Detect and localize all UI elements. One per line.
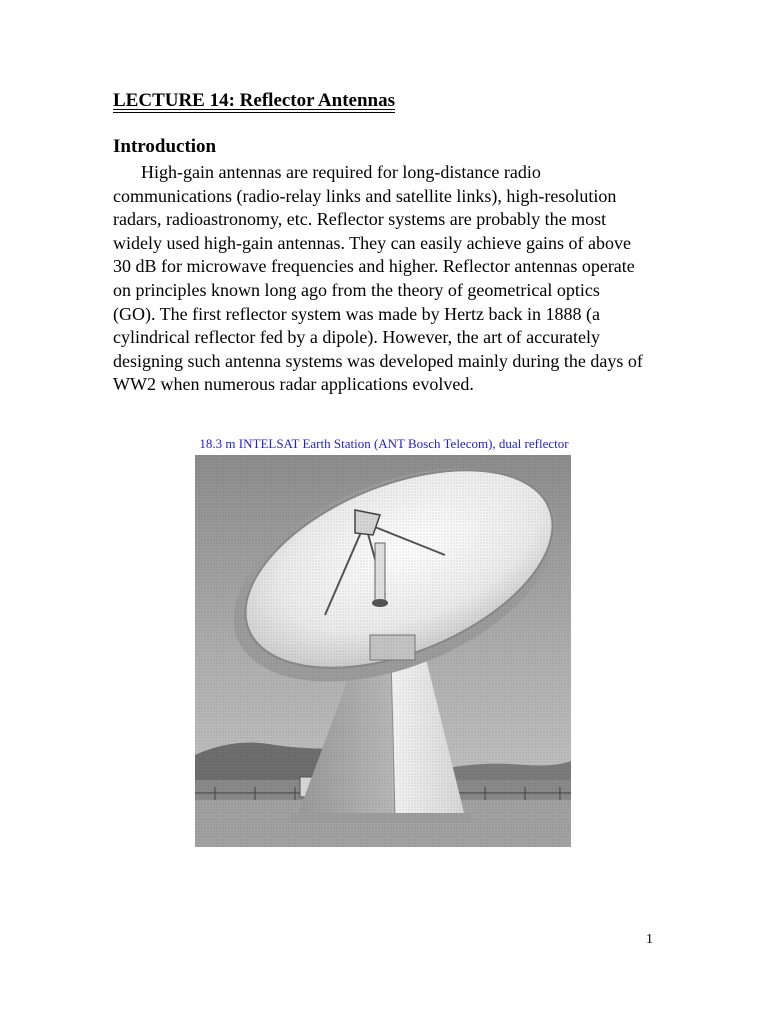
intro-paragraph: High-gain antennas are required for long-distance radio communications (radio-relay links and satellite links), high-resolution radars, radioastronomy, etc. Reflector systems are probably the most widely used high-gain antennas. They can easily achieve gains of above 30 dB for microwave frequencies and higher. Reflector antennas operate on principles known long ago from the theory of geometrical optics (GO). The first reflector system was made by Hertz back in 1888 (a cylindrical reflector fed by a dipole). However, the art of accurately designing such antenna systems was developed mainly during the days of WW2 when numerous radar applications evolved.	[113, 162, 643, 395]
figure-caption: 18.3 m INTELSAT Earth Station (ANT Bosch Telecom), dual reflector	[199, 436, 569, 451]
section-heading: Introduction	[113, 136, 217, 157]
page-number: 1	[646, 932, 653, 947]
lecture-title: LECTURE 14: Reflector Antennas	[113, 90, 396, 111]
antenna-photo	[195, 455, 571, 847]
